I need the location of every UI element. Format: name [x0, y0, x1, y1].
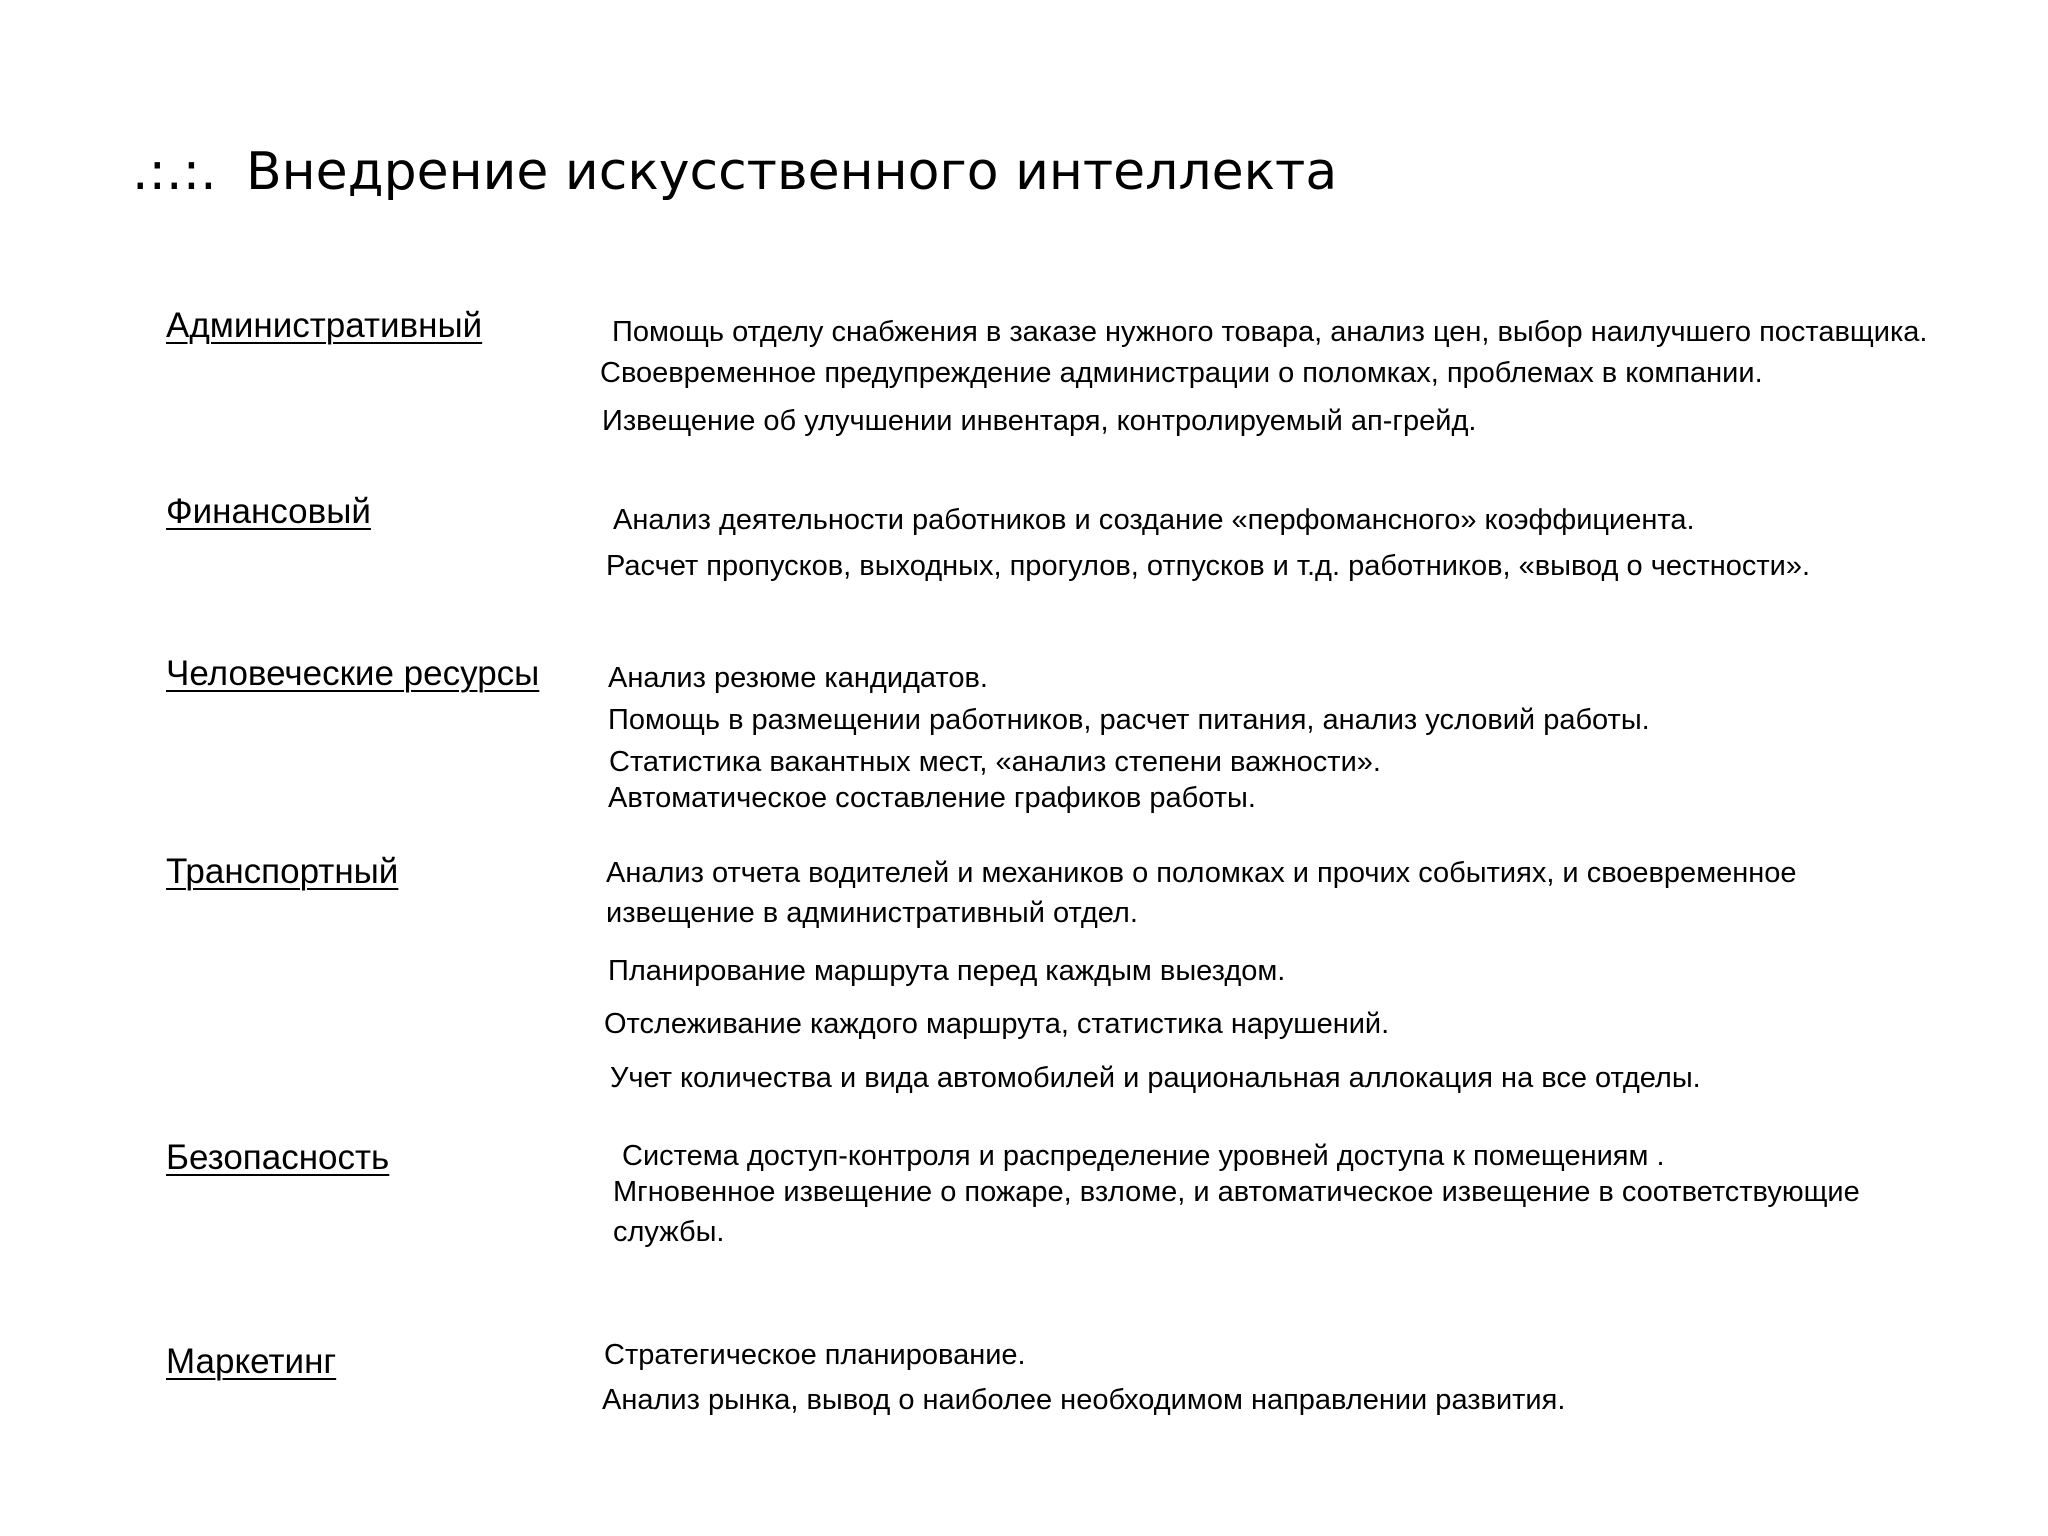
section-line: Помощь отделу снабжения в заказе нужного товара, анализ цен, выбор наилучшего поставщика.	[612, 316, 1928, 348]
section-line: Анализ рынка, вывод о наиболее необходимом направлении развития.	[602, 1384, 1566, 1416]
section-line: Анализ отчета водителей и механиков о поломках и прочих событиях, и своевременное	[606, 857, 1797, 889]
section-line: извещение в административный отдел.	[606, 897, 1138, 929]
section-line: Система доступ-контроля и распределение уровней доступа к помещениям .	[622, 1140, 1665, 1172]
section-label-security: Безопасность	[166, 1138, 390, 1177]
section-line: Статистика вакантных мест, «анализ степени важности».	[609, 746, 1381, 778]
section-label-administrative: Административный	[166, 306, 483, 345]
section-line: Помощь в размещении работников, расчет питания, анализ условий работы.	[608, 704, 1650, 736]
section-line: службы.	[613, 1216, 725, 1248]
section-line: Мгновенное извещение о пожаре, взломе, и автоматическое извещение в соответствующие	[613, 1176, 1860, 1208]
section-line: Своевременное предупреждение администрации о поломках, проблемах в компании.	[600, 357, 1763, 389]
section-label-human-resources: Человеческие ресурсы	[166, 654, 540, 693]
section-line: Отслеживание каждого маршрута, статистика нарушений.	[604, 1008, 1390, 1040]
section-line: Учет количества и вида автомобилей и рациональная аллокация на все отделы.	[610, 1062, 1701, 1094]
title-dots-glyph: .:.:.	[132, 142, 217, 202]
section-line: Планирование маршрута перед каждым выездом.	[608, 955, 1286, 987]
title-text: Внедрение искусственного интеллекта	[246, 142, 1338, 202]
slide-title	[132, 140, 1337, 204]
section-line: Автоматическое составление графиков работы.	[608, 782, 1256, 814]
section-line: Анализ резюме кандидатов.	[608, 662, 988, 694]
section-label-marketing: Маркетинг	[166, 1342, 337, 1381]
section-line: Анализ деятельности работников и создание «перфомансного» коэффициента.	[613, 504, 1695, 536]
section-label-financial: Финансовый	[166, 492, 371, 531]
section-line: Стратегическое планирование.	[604, 1339, 1026, 1371]
section-label-transport: Транспортный	[166, 852, 399, 891]
section-line: Расчет пропусков, выходных, прогулов, отпусков и т.д. работников, «вывод о честности».	[606, 550, 1811, 582]
section-line: Извещение об улучшении инвентаря, контролируемый ап-грейд.	[602, 405, 1477, 437]
